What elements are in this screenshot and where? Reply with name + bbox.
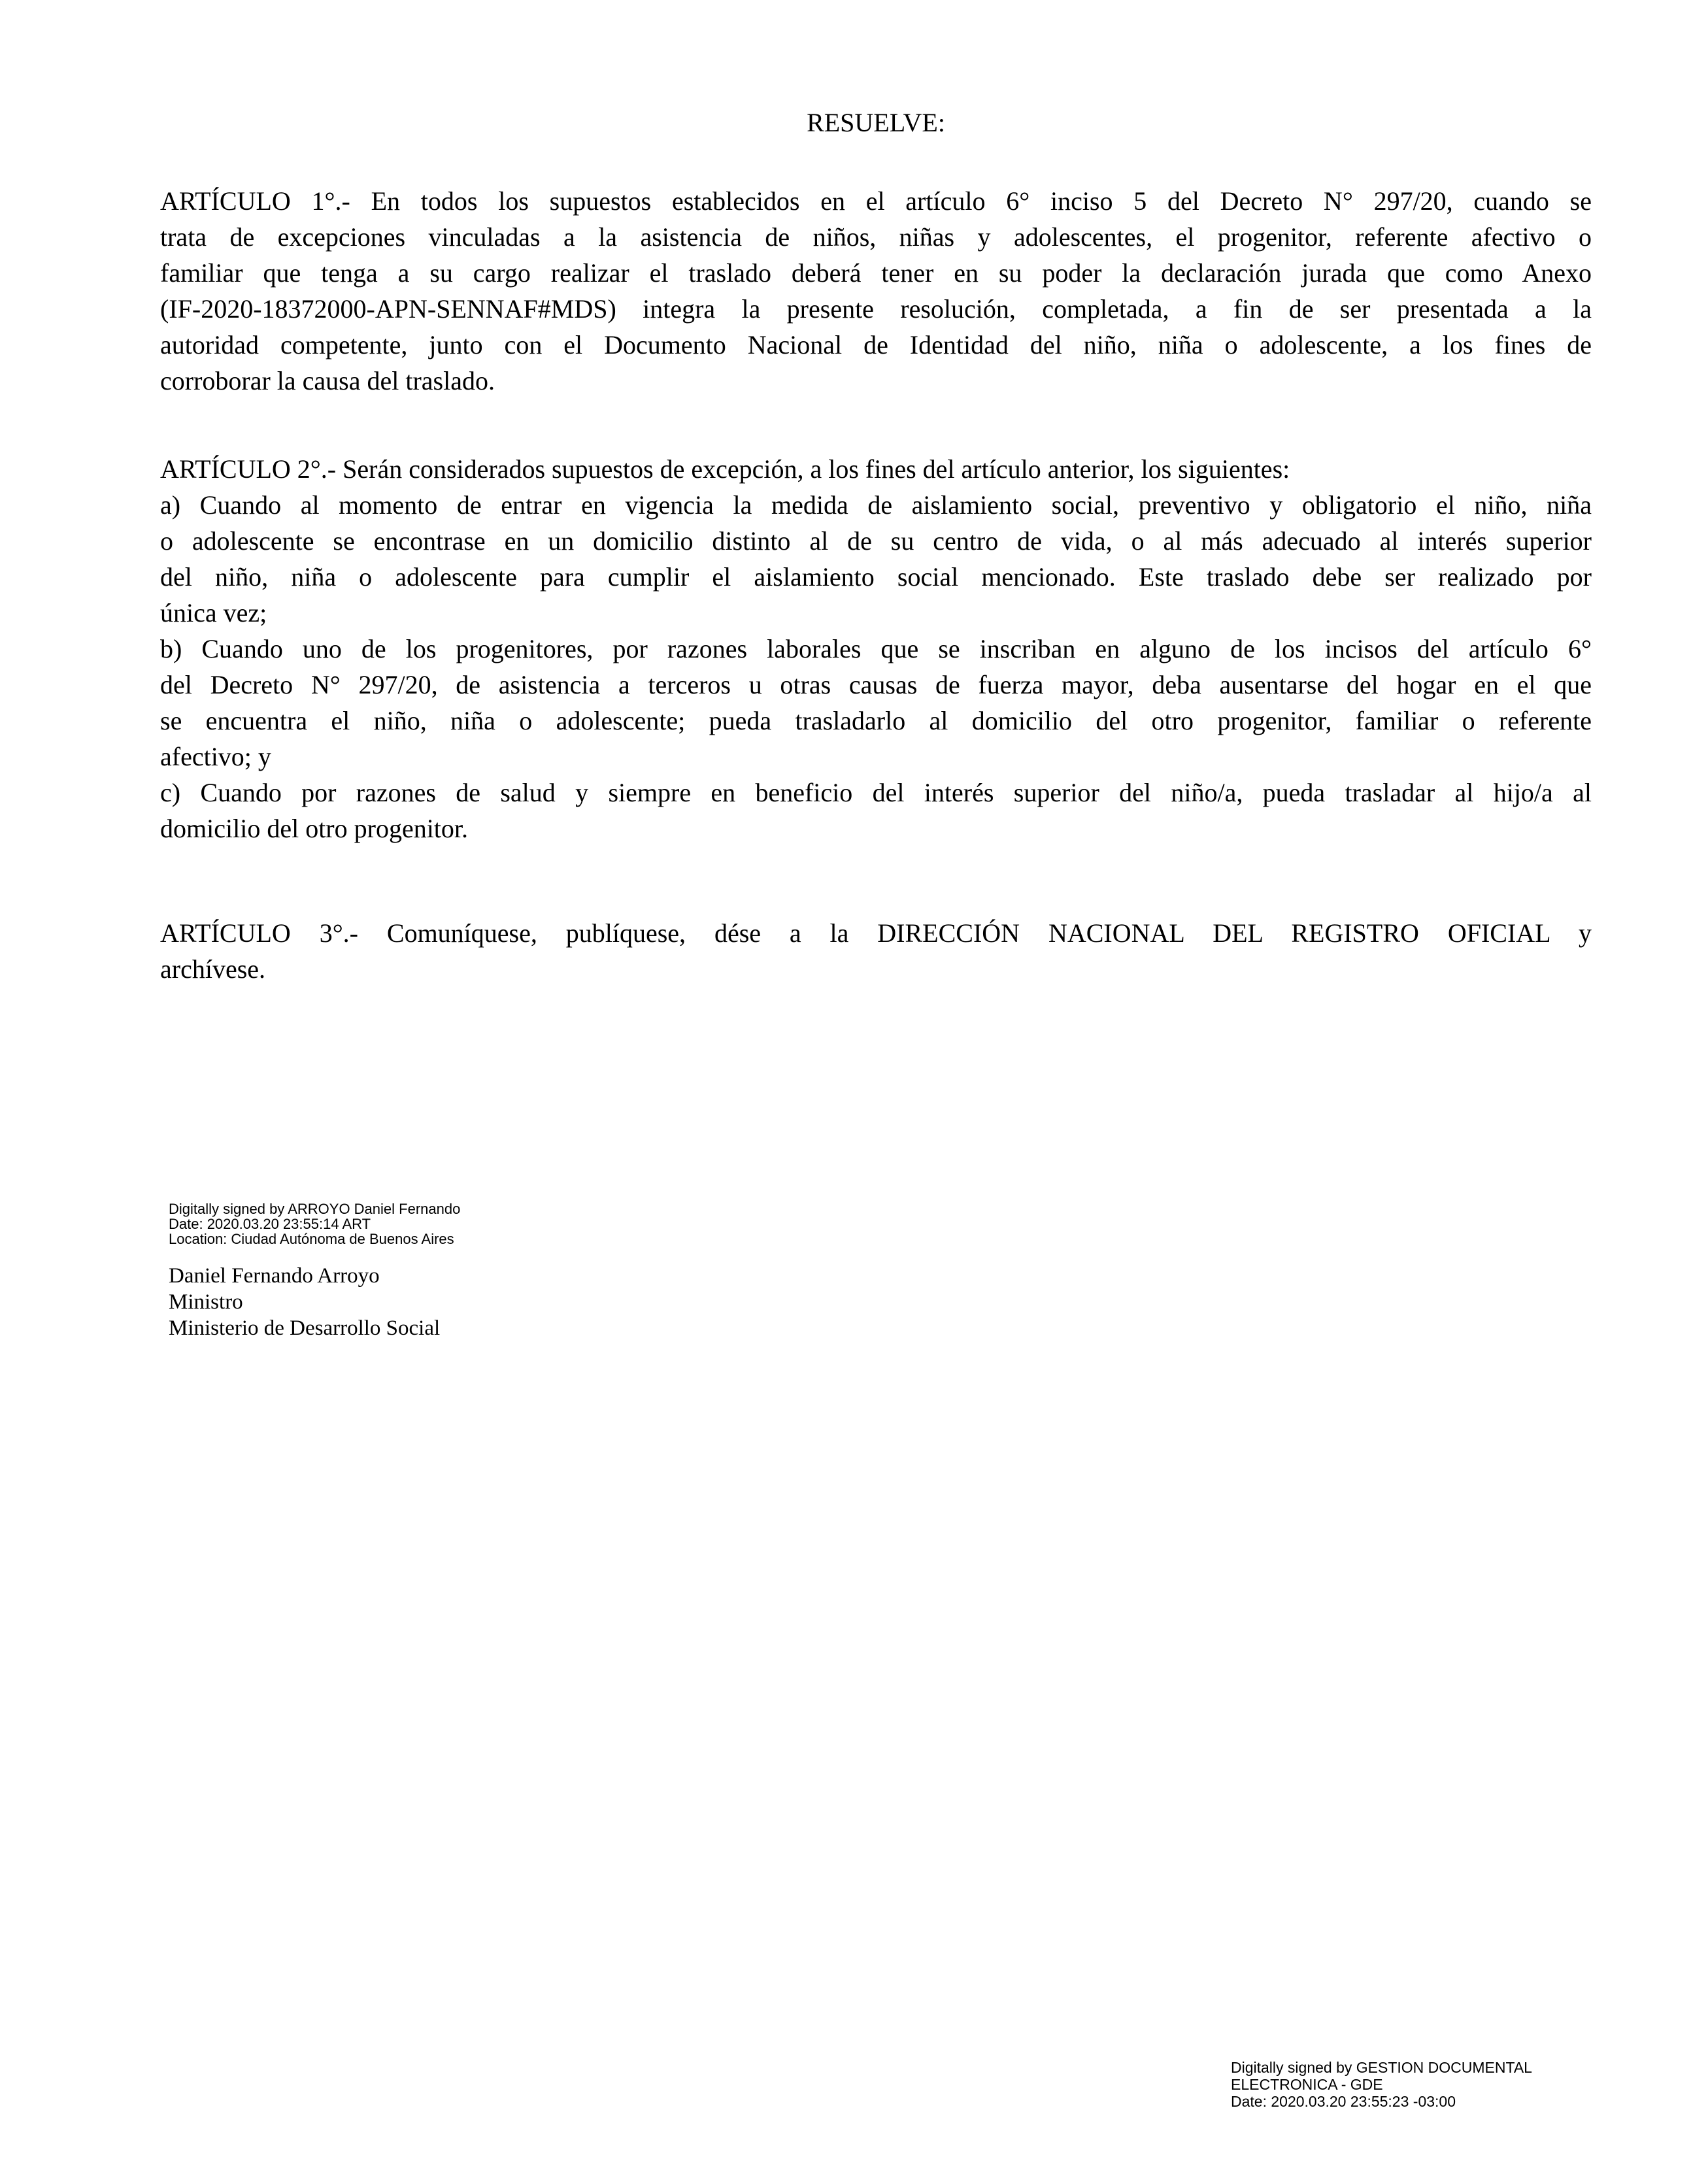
article-3-paragraph [160, 915, 1592, 987]
text-line: ARTÍCULO 3°.- Comuníquese, publíquese, dése a la DIRECCIÓN NACIONAL DEL REGISTRO OFICIAL y [160, 918, 1592, 948]
text-line: archívese. [160, 954, 266, 984]
text-line: a) Cuando al momento de entrar en vigencia la medida de aislamiento social, preventivo y obligatorio el niño, niña [160, 490, 1592, 520]
text-line: Date: 2020.03.20 23:55:14 ART [169, 1216, 371, 1232]
text-line: del niño, niña o adolescente para cumplir el aislamiento social mencionado. Este traslado debe ser realizado por [160, 562, 1592, 592]
signer-title: Ministro [169, 1290, 243, 1314]
text-line: familiar que tenga a su cargo realizar el traslado deberá tener en su poder la declaración jurada que como Anexo [160, 258, 1592, 288]
text-line: autoridad competente, junto con el Documento Nacional de Identidad del niño, niña o adolescente, a los fines de [160, 330, 1592, 360]
article-2-item-a-paragraph [160, 487, 1592, 631]
text-line: afectivo; y [160, 742, 271, 771]
text-line: ARTÍCULO 2°.- Serán considerados supuestos de excepción, a los fines del artículo anterior, los siguientes: [160, 454, 1290, 484]
article-2-intro-paragraph [160, 451, 1592, 487]
text-line: domicilio del otro progenitor. [160, 814, 469, 843]
signer-name: Daniel Fernando Arroyo [169, 1264, 380, 1288]
signature-block [169, 1201, 460, 1341]
text-line: Digitally signed by GESTION DOCUMENTAL [1231, 2059, 1532, 2076]
text-line: (IF-2020-18372000-APN-SENNAF#MDS) integra la presente resolución, completada, a fin de ser presentada a la [160, 294, 1592, 324]
text-line: o adolescente se encontrase en un domicilio distinto al de su centro de vida, o al más adecuado al interés superior [160, 526, 1592, 556]
text-line: ARTÍCULO 1°.- En todos los supuestos establecidos en el artículo 6° inciso 5 del Decreto N° 297/20, cuando se [160, 186, 1592, 216]
text-line: Location: Ciudad Autónoma de Buenos Aires [169, 1231, 454, 1247]
digital-signature-stamp [169, 1201, 460, 1246]
article-2-item-b-paragraph [160, 631, 1592, 775]
article-2-item-c-paragraph [160, 775, 1592, 846]
signer-organization: Ministerio de Desarrollo Social [169, 1316, 441, 1340]
resolution-body [160, 105, 1592, 987]
article-1-paragraph [160, 183, 1592, 399]
text-line: ELECTRONICA - GDE [1231, 2076, 1383, 2093]
text-line: se encuentra el niño, niña o adolescente; pueda trasladarlo al domicilio del otro progenitor, familiar o referente [160, 706, 1592, 735]
gde-signature-stamp [1231, 2059, 1532, 2110]
text-line: trata de excepciones vinculadas a la asistencia de niños, niñas y adolescentes, el progenitor, referente afectivo o [160, 222, 1592, 252]
text-line: b) Cuando uno de los progenitores, por razones laborales que se inscriban en alguno de los incisos del artículo 6° [160, 634, 1592, 663]
signer-identity [169, 1263, 460, 1341]
text-line: única vez; [160, 598, 267, 627]
text-line: c) Cuando por razones de salud y siempre en beneficio del interés superior del niño/a, pueda trasladar al hijo/a al [160, 778, 1592, 807]
resolution-heading: RESUELVE: [807, 108, 945, 137]
text-line: Digitally signed by ARROYO Daniel Fernando [169, 1201, 461, 1217]
text-line: Date: 2020.03.20 23:55:23 -03:00 [1231, 2093, 1456, 2110]
text-line: corroborar la causa del traslado. [160, 366, 495, 395]
text-line: del Decreto N° 297/20, de asistencia a terceros u otras causas de fuerza mayor, deba ausentarse del hogar en el que [160, 670, 1592, 699]
